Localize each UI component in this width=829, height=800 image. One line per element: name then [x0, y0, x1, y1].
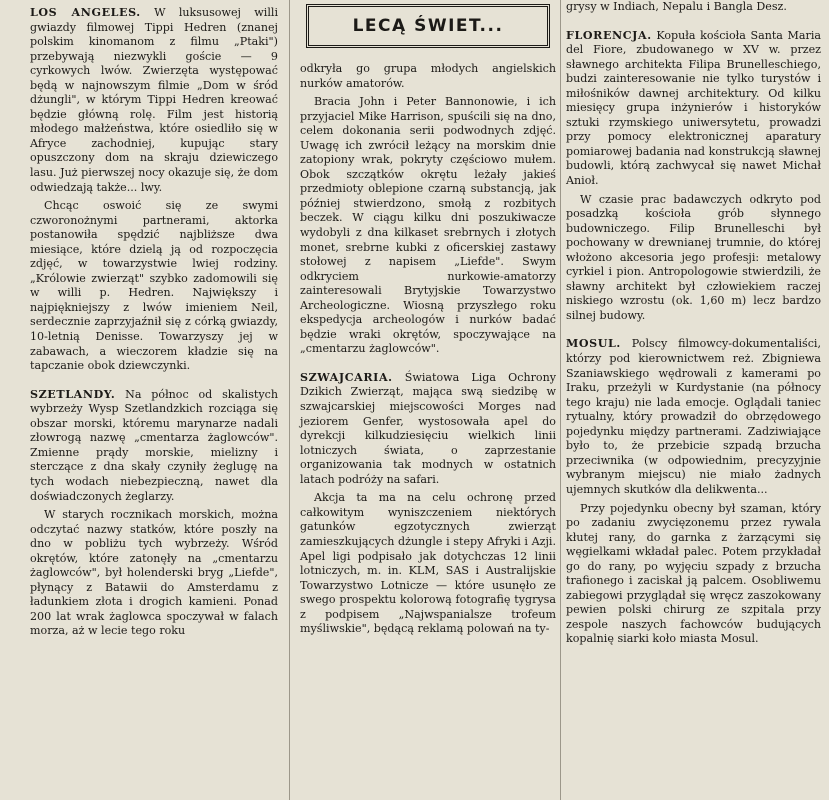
- column-middle-body: [300, 54, 556, 637]
- column-rule: [560, 0, 561, 800]
- article-lead-paragraph: [30, 6, 278, 195]
- article-paragraph: [300, 62, 556, 91]
- paragraph-text: W starych rocznikach morskich, można odczytać nazwy statków, które poszły na dno w pobliżu tych wybrzeży. Wśród okrętów, które zatonęły na „cmentarzu żaglowców", był holenderski bryg „Liefde", płynący z Batawii do Amsterdamu z ładunkiem złota i drogich kamieni. Ponad 200 lat wrak żaglowca spoczywał w falach morza, aż w lecie tego roku: [30, 508, 278, 638]
- paragraph-text: Akcja ta ma na celu ochronę przed całkowitym wyniszczeniem niektórych gatunków egzotycznych zwierząt zamieszkujących dżungle i stepy Afryki i Azji. Apel ligi podpisało jak dotychczas 12 linii lotniczych, m. in. KLM, SAS i Australijskie Towarzystwo Lotnicze — które usunęło ze swego prospektu kolorową fotografię tygrysa z podpisem „Najwspanialsze trofeum myśliwskie", będącą reklamą polowań na ty-: [300, 491, 556, 636]
- column-right: [566, 0, 821, 651]
- section-spacer: [566, 19, 821, 29]
- paragraph-text: Przy pojedynku obecny był szaman, który po zadaniu zwycięzonemu przez rywala kłutej rany, do garnka z żarzącymi się węgielkami wkładał palec. Potem przykładał go do rany, po wyjęciu szpady z brzucha trafionego i zaciskał ją palcem. Osobliwemu zabiegowi przyglądał się wręcz zaszokowany pewien polski chirurg ze szpitala przy zespole naszych fachowców budujących kopalnię siarki koło miasta Mosul.: [566, 501, 821, 646]
- section-spacer: [566, 327, 821, 337]
- paragraph-text: odkryła go grupa młodych angielskich nurków amatorów.: [300, 62, 556, 90]
- dateline: SZWAJCARIA.: [300, 370, 393, 384]
- article-paragraph: [30, 508, 278, 639]
- paragraph-text: Chcąc oswoić się ze swymi czworonożnymi partnerami, aktorka postanowiła spędzić najbliższe dwa miesiące, które dzielą ją od rozpoczęcia zdjęć, w towarzystwie lwiej rodziny. „Królowie zwierząt" szybko zadomowili się w willi p. Hedren. Największy i najpiękniejszy z lwów imieniem Neil, serdecznie zaprzyjaźnił się z córką gwiazdy, 10-letnią Denisse. Towarzyszy jej w zabawach, a wieczorem kładzie się na tapczanie obok dziewczynki.: [30, 199, 278, 373]
- paragraph-text: W czasie prac badawczych odkryto pod posadzką kościoła grób słynnego budowniczego. Filip Brunelleschi był pochowany w drewnianej trumnie, do której włożono akcesoria jego profesji: metalowy cyrkiel i pion. Antropologowie stwierdzili, że sławny architekt był człowiekiem raczej niskiego wzrostu (ok. 1,60 m) lecz bardzo silnej budowy.: [566, 192, 821, 322]
- article-paragraph: [566, 0, 821, 15]
- article-paragraph: [30, 199, 278, 374]
- headline-box: [306, 4, 550, 48]
- article-lead-paragraph: [300, 371, 556, 487]
- article-paragraph: [300, 491, 556, 636]
- dateline: LOS ANGELES.: [30, 6, 141, 19]
- dateline: FLORENCJA.: [566, 28, 652, 42]
- section-spacer: [30, 378, 278, 388]
- column-rule: [289, 0, 290, 800]
- dateline: MOSUL.: [566, 337, 621, 351]
- article-lead-paragraph: [566, 337, 821, 497]
- paragraph-text: Kopuła kościoła Santa Maria del Fiore, zbudowanego w XV w. przez sławnego architekta Filipa Brunelleschiego, budzi zainteresowanie nie tylko turystów i miłośników dawnej architektury. Od kilku miesięcy grupa inżynierów i historyków sztuki rzymskiego uniwersytetu, prowadzi przy pomocy elektronicznej aparatury pomiarowej badania nad konstrukcją sławnej budowli, którą zachwycał się nawet Michał Anioł.: [566, 28, 821, 188]
- section-spacer: [300, 361, 556, 371]
- paragraph-text: grysy w Indiach, Nepalu i Bangla Desz.: [566, 0, 787, 13]
- column-left: [30, 0, 278, 643]
- headline: LECĄ ŚWIET...: [352, 15, 504, 36]
- column-middle: [300, 0, 556, 641]
- paragraph-text: Na północ od skalistych wybrzeży Wysp Szetlandzkich rozciąga się obszar morski, któremu marynarze nadali złowrogą nazwę „cmentarza żaglowców". Zmienne prądy morskie, mielizny i sterczące z dna skały czyniły żeglugę na tych wodach niebezpieczną, nawet dla doświadczonych żeglarzy.: [30, 387, 278, 503]
- paragraph-text: W luksusowej willi gwiazdy filmowej Tippi Hedren (znanej polskim kinomanom z filmu „Ptaki") przebywają niezwykli goście — 9 cyrkowych lwów. Zwierzęta występować będą w najnowszym filmie „Dom w śród dżungli", w którym Tippi Hedren kreować będzie główną rolę. Film jest historią młodego małżeństwa, które osiedliło się w Afryce zachodniej, kupując stary opuszczony dom na skraju dziewiczego lasu. Już pierwszej nocy okazuje się, że dom odwiedzają także... lwy.: [30, 6, 278, 194]
- article-paragraph: [300, 95, 556, 357]
- paragraph-text: Bracia John i Peter Bannonowie, i ich przyjaciel Mike Harrison, spuścili się na dno, celem dokonania serii podwodnych zdjęć. Uwagę ich zwrócił leżący na morskim dnie zatopiony wrak, pokryty częściowo mułem. Obok szczątków okrętu leżały jakieś przedmioty oblepione czarną substancją, jak później stwierdzono, smołą z rozbitych beczek. W ciągu kilku dni poszukiwacze wydobyli z dna kilkaset srebrnych i złotych monet, srebrne kubki z oficerskiej zastawy stołowej z napisem „Liefde". Swym odkryciem nurkowie-amatorzy zainteresowali Brytyjskie Towarzystwo Archeologiczne. Wiosną przyszłego roku ekspedycja archeologów i nurków badać będzie wraki okrętów, spoczywające na „cmentarzu żaglowców".: [300, 95, 556, 356]
- article-lead-paragraph: [30, 388, 278, 504]
- paragraph-text: Światowa Liga Ochrony Dzikich Zwierząt, mająca swą siedzibę w szwajcarskiej miejscowości Morges nad jeziorem Genfer, wystosowała apel do dyrekcji kilkudziesięciu wielkich linii lotniczych świata, o zaprzestanie organizowania tak modnych w ostatnich latach podróży na safari.: [300, 370, 556, 486]
- article-paragraph: [566, 502, 821, 647]
- dateline: SZETLANDY.: [30, 387, 116, 401]
- article-paragraph: [566, 193, 821, 324]
- paragraph-text: Polscy filmowcy-dokumentaliści, którzy pod kierownictwem reż. Zbigniewa Szaniawskiego wędrowali z kamerami po Iraku, przeżyli w Kurdystanie (na północy tego kraju) nie lada emocje. Oglądali taniec rytualny, który prowadził do obrzędowego pojedynku między partnerami. Zadziwiające było to, że przebicie szpadą brzucha przeciwnika (w odpowiednim, precyzyjnie wybranym miejscu) nie miało żadnych ujemnych skutków dla delikwenta...: [566, 337, 821, 496]
- article-lead-paragraph: [566, 29, 821, 189]
